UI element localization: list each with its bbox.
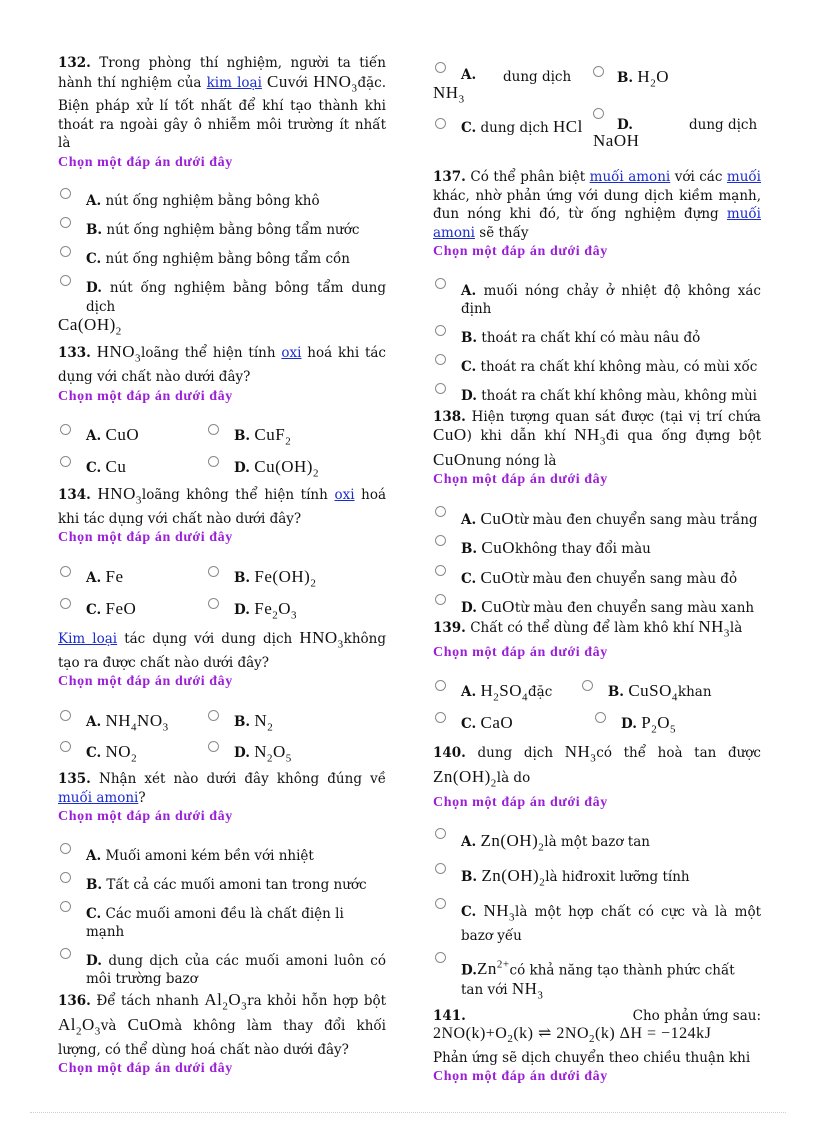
option-135-b[interactable]: B. Tất cả các muối amoni tan trong nước [58,876,386,895]
question-135: 135. Nhận xét nào dưới đây không đúng về muối amoni? [58,771,387,806]
option-134b-d[interactable]: D. $N_2O_5$ [206,743,354,768]
option-134-d[interactable]: D. $Fe_2O_3$ [206,600,354,625]
radio-button[interactable] [593,66,604,77]
option-134-b[interactable]: B. $Fe(OH)_2$ [206,568,354,593]
answer-prompt: Chọn một đáp án dưới đây [58,530,233,546]
radio-button[interactable] [208,710,219,721]
option-135-c[interactable]: C. Các muối amoni đều là chất điện li mạnh [58,905,386,942]
link-kim-loai[interactable]: Kim loại [58,630,118,647]
radio-button[interactable] [60,424,71,435]
option-137-a[interactable]: A. muối nóng chảy ở nhiệt độ không xác định [433,282,761,319]
answer-prompt: Chọn một đáp án dưới đây [58,809,233,825]
link-oxi[interactable]: oxi [334,486,355,503]
option-132-c[interactable]: C. nút ống nghiệm bằng bông tẩm cồn [58,250,386,269]
question-136: 136. Để tách nhanh $Al_2O_3ra$ khỏi hỗn hợp bột $Al_2O_3và$ CuOmà không làm thay đổi khối lượng, có thể dùng hoá chất nào dưới đây? [58,989,387,1058]
radio-button[interactable] [435,62,446,73]
link-kim-loai[interactable]: kim loại [206,74,262,91]
radio-button[interactable] [582,680,593,691]
radio-button[interactable] [60,456,71,467]
radio-button[interactable] [60,901,71,912]
radio-button[interactable] [435,828,446,839]
option-133-b[interactable]: B. CuF$_2$ [206,426,354,451]
option-132-a[interactable]: A. nút ống nghiệm bằng bông khô [58,192,386,211]
option-137-b[interactable]: B. thoát ra chất khí có màu nâu đỏ [433,329,761,348]
radio-button[interactable] [208,456,219,467]
radio-button[interactable] [60,566,71,577]
radio-button[interactable] [595,712,606,723]
radio-button[interactable] [60,710,71,721]
radio-button[interactable] [435,506,446,517]
option-139-d[interactable]: D. $P_2O_5$ [593,714,741,739]
radio-button[interactable] [435,278,446,289]
option-139-b[interactable]: B. CuSO$_4$khan [580,682,761,707]
option-134-a[interactable]: A. Fe [58,568,206,593]
radio-button[interactable] [208,598,219,609]
link-oxi[interactable]: oxi [281,345,302,362]
answer-prompt: Chọn một đáp án dưới đây [58,674,233,690]
option-140-a[interactable]: A. $Zn(OH)_2là$ một bazơ tan [433,832,761,857]
option-134b-b[interactable]: B. $N_2$ [206,712,354,737]
link-muoi-amoni[interactable]: muối amoni [589,169,671,185]
question-133: 133. $HNO_3loãng$ thể hiện tính oxi hoá khi tác dụng với chất nào dưới đây? [58,342,386,386]
radio-button[interactable] [60,275,71,286]
answer-prompt: Chọn một đáp án dưới đây [433,244,608,259]
answer-prompt: Chọn một đáp án dưới đây [433,794,608,810]
radio-button[interactable] [435,898,446,909]
reaction-equation: $2NO(k)+O_2(k)$ ⇌ $2NO_2(k) \Delta H = -124kJ$ [433,1025,712,1046]
radio-button[interactable] [60,741,71,752]
radio-button[interactable] [208,566,219,577]
option-133-d[interactable]: D. $Cu(OH)_2$ [206,458,354,483]
radio-button[interactable] [435,712,446,723]
radio-button[interactable] [60,872,71,883]
option-138-b[interactable]: B. CuOkhông thay đổi màu [433,539,761,559]
radio-button[interactable] [60,246,71,257]
link-muoi-amoni[interactable]: muối amoni [58,789,139,806]
radio-button[interactable] [60,598,71,609]
question-134b: Kim loại tác dụng với dung dịch $HNO_3không$ tạo ra được chất nào dưới đây? [58,627,386,671]
option-135-a[interactable]: A. Muối amoni kém bền với nhiệt [58,847,386,866]
option-139-c[interactable]: C. CaO [433,714,593,739]
answer-prompt: Chọn một đáp án dưới đây [433,472,608,488]
option-140-b[interactable]: B. $Zn(OH)_2là$ hiđroxit lưỡng tính [433,867,761,892]
question-137: 137. Có thể phân biệt muối amoni với các muối khác, nhờ phản ứng với dung dịch kiềm mạnh, đun nóng khi đó, từ ống nghiệm đựng muối amoni sẽ thấy [433,169,761,241]
answer-prompt: Chọn một đáp án dưới đây [433,644,608,660]
option-137-d[interactable]: D. thoát ra chất khí không màu, không mùi [433,387,761,406]
question-138: 138. Hiện tượng quan sát được (tại vị trí chứa CuO) khi dẫn khí $NH_3đi$ qua ống đựng bột CuOnung nóng là [433,408,761,469]
radio-button[interactable] [60,217,71,228]
link-muoi-amoni[interactable]: muối amoni [433,206,761,241]
radio-button[interactable] [435,680,446,691]
option-134-c[interactable]: C. FeO [58,600,206,625]
option-138-a[interactable]: A. CuOtừ màu đen chuyển sang màu trắng [433,510,761,530]
radio-button[interactable] [593,108,604,119]
option-140-d[interactable]: $D.Zn^{2+}có$ khả năng tạo thành phức chất tan với $NH_3$ [433,956,761,1005]
option-133-a[interactable]: A. CuO [58,426,206,451]
radio-button[interactable] [435,952,446,963]
radio-button[interactable] [435,325,446,336]
page-bottom-border [30,1112,786,1113]
option-137-c[interactable]: C. thoát ra chất khí không màu, có mùi xốc [433,358,761,377]
radio-button[interactable] [435,565,446,576]
radio-button[interactable] [208,741,219,752]
option-135-d[interactable]: D. dung dịch của các muối amoni luôn có môi trường bazơ [58,952,386,989]
answer-prompt: Chọn một đáp án dưới đây [433,1069,608,1085]
option-139-a[interactable]: A. $H_2SO_4đặc$ [433,682,580,707]
radio-button[interactable] [60,188,71,199]
answer-prompt: Chọn một đáp án dưới đây [58,388,233,404]
question-number: 132. [58,55,91,71]
option-133-c[interactable]: C. Cu [58,458,206,483]
question-132: 132. Trong phòng thí nghiệm, người ta tiến hành thí nghiệm của kim loại Cuvới $HNO_3đặc$. Biện pháp xử lí tốt nhất để khí tạo thành khi thoát ra ngoài gây ô nhiễm môi trường ít nhất là [58,55,387,152]
radio-button[interactable] [435,383,446,394]
option-134b-a[interactable]: A. $NH_4NO_3$ [58,712,206,737]
radio-button[interactable] [435,535,446,546]
question-139: 139. Chất có thể dùng để làm khô khí $NH_3là$ [433,616,743,640]
radio-button[interactable] [60,843,71,854]
link-muoi[interactable]: muối [726,169,761,185]
option-136-c[interactable]: C. dung dịch HCl [433,118,583,138]
radio-button[interactable] [208,424,219,435]
question-134: 134. $HNO_3loãng$ không thể hiện tính oxi hoá khi tác dụng với chất nào dưới đây? [58,483,387,527]
radio-button[interactable] [60,948,71,959]
radio-button[interactable] [435,118,446,129]
answer-prompt: Chọn một đáp án dưới đây [58,1061,233,1077]
radio-button[interactable] [435,354,446,365]
option-132-b[interactable]: B. nút ống nghiệm bằng bông tẩm nước [58,221,386,240]
option-138-c[interactable]: C. CuOtừ màu đen chuyển sang màu đỏ [433,569,761,589]
radio-button[interactable] [435,863,446,874]
radio-button[interactable] [435,594,446,605]
option-136-b[interactable]: B. $H_2O$ [593,68,669,93]
left-column [58,54,386,1099]
formula-hno3: $HNO_3$ [313,71,358,94]
option-138-d[interactable]: D. CuOtừ màu đen chuyển sang màu xanh [433,598,761,618]
question-141: 141. Cho phản ứng sau: $2NO(k)+O_2(k)$ ⇌ $2NO_2(k) \Delta H = -124kJ$ Phản ứng sẽ dịch chuyển theo chiều thuận khi [433,1007,761,1066]
question-140: 140. dung dịch $NH_3có$ thể hoà tan được $Zn(OH)_2là$ do [433,742,761,790]
option-140-c[interactable]: C. $NH_3là$ một hợp chất có cực và là một bazơ yếu [433,902,761,945]
option-132-d[interactable]: D. nút ống nghiệm bằng bông tẩm dung dịch $Ca(OH)_2$ [58,279,386,341]
option-134b-c[interactable]: C. $NO_2$ [58,743,206,768]
right-column: A. dung dịch $NH_3$ B. $H_2O$ C. dung dịch HCl D. dung dịch NaOH 137. Có thể phân biệt muối amoni với các muối khác, nhờ phản ứng với dung dịch kiềm mạnh, đun nóng khi đó, từ ống nghiệm đựng muối amoni sẽ thấy Chọn một đáp án dưới đây A. muối nóng chảy ở nhiệt độ không xác định B. thoát ra chất khí có màu nâu đỏ C. thoát ra chất khí không màu, có mùi xốc D. thoát ra chất khí không màu, không mùi 138. Hiện tượng quan sát được (tại vị trí chứa CuO) khi dẫn khí $NH_3đi$ qua ống đựng bột CuOnung nóng là Chọn một đáp án dưới đây A. CuOtừ màu đen chuyển sang màu trắng B. CuOkhông thay đổi màu C. CuOtừ màu đen chuyển sang màu đỏ D. CuOtừ màu đen chuyển sang màu xanh 139. Chất có thể dùng để làm khô khí $NH_3là$ Chọn một đáp án dưới đây A. $H_2SO_4đặc$ B. CuSO$_4$khan C. CaO D. $P_2O_5$ 140. dung dịch $NH_3có$ thể hoà tan được $Zn(OH)_2là$ do Chọn một đáp án dưới đây A. $Zn(OH)_2là$ một bazơ tan B. $Zn(OH)_2là$ hiđroxit lưỡng tính C. $NH_3là$ một hợp chất có cực và là một bazơ yếu $D.Zn^{2+}có$ khả năng tạo thành phức chất tan với $NH_3$ 141. Cho phản ứng sau: $2NO(k)+O_2(k)$ ⇌ $2NO_2(k) \Delta H = -124kJ$ Phản ứng sẽ dịch chuyển theo chiều thuận khi Chọn một đáp án dưới đây [433,62,761,1107]
answer-prompt: Chọn một đáp án dưới đây [58,154,233,170]
